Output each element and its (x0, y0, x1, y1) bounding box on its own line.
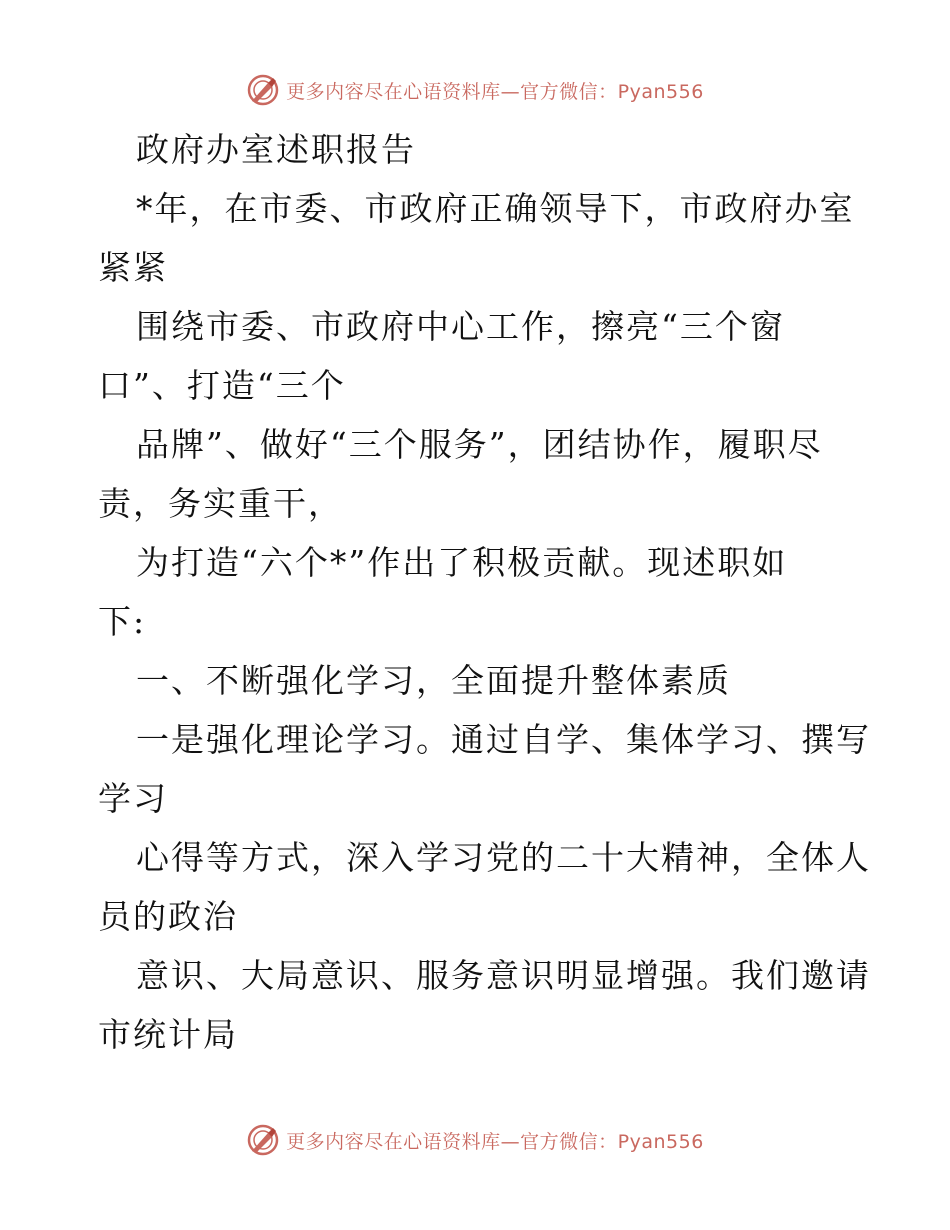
paragraph-line: *年，在市委、市政府正确领导下，市政府办室 (136, 189, 855, 228)
paragraph-line: 政府办室述职报告 (136, 130, 416, 169)
paragraph-line: 口”、打造“三个 (98, 366, 346, 405)
paragraph-line: 责，务实重干， (98, 484, 343, 523)
watermark-text: 更多内容尽在心语资料库—官方微信：Pyan556 (286, 1130, 704, 1153)
paragraph-line: 员的政治 (98, 897, 238, 936)
header-watermark (0, 70, 950, 110)
document-body (98, 120, 878, 1064)
paragraph-line: 为打造“六个*”作出了积极贡献。现述职如 (136, 543, 788, 582)
paragraph-line: 围绕市委、市政府中心工作，擦亮“三个窗 (136, 307, 785, 346)
paragraph-line: 一是强化理论学习。通过自学、集体学习、撰写 (136, 720, 871, 759)
paragraph-line: 学习 (98, 779, 168, 818)
paragraph-line: 下: (98, 602, 147, 641)
paragraph-line: 意识、大局意识、服务意识明显增强。我们邀请 (136, 956, 871, 995)
footer-watermark (0, 1120, 950, 1160)
paragraph-line: 心得等方式，深入学习党的二十大精神，全体人 (136, 838, 871, 877)
paragraph-line: 品牌”、做好“三个服务”，团结协作，履职尽 (136, 425, 823, 464)
paragraph-line: 一、不断强化学习，全面提升整体素质 (136, 661, 731, 700)
watermark-text: 更多内容尽在心语资料库—官方微信：Pyan556 (286, 80, 704, 103)
paragraph-line: 紧紧 (98, 248, 168, 287)
pen-logo-icon (246, 1123, 280, 1157)
paragraph-line: 市统计局 (98, 1015, 238, 1054)
pen-logo-icon (246, 73, 280, 107)
